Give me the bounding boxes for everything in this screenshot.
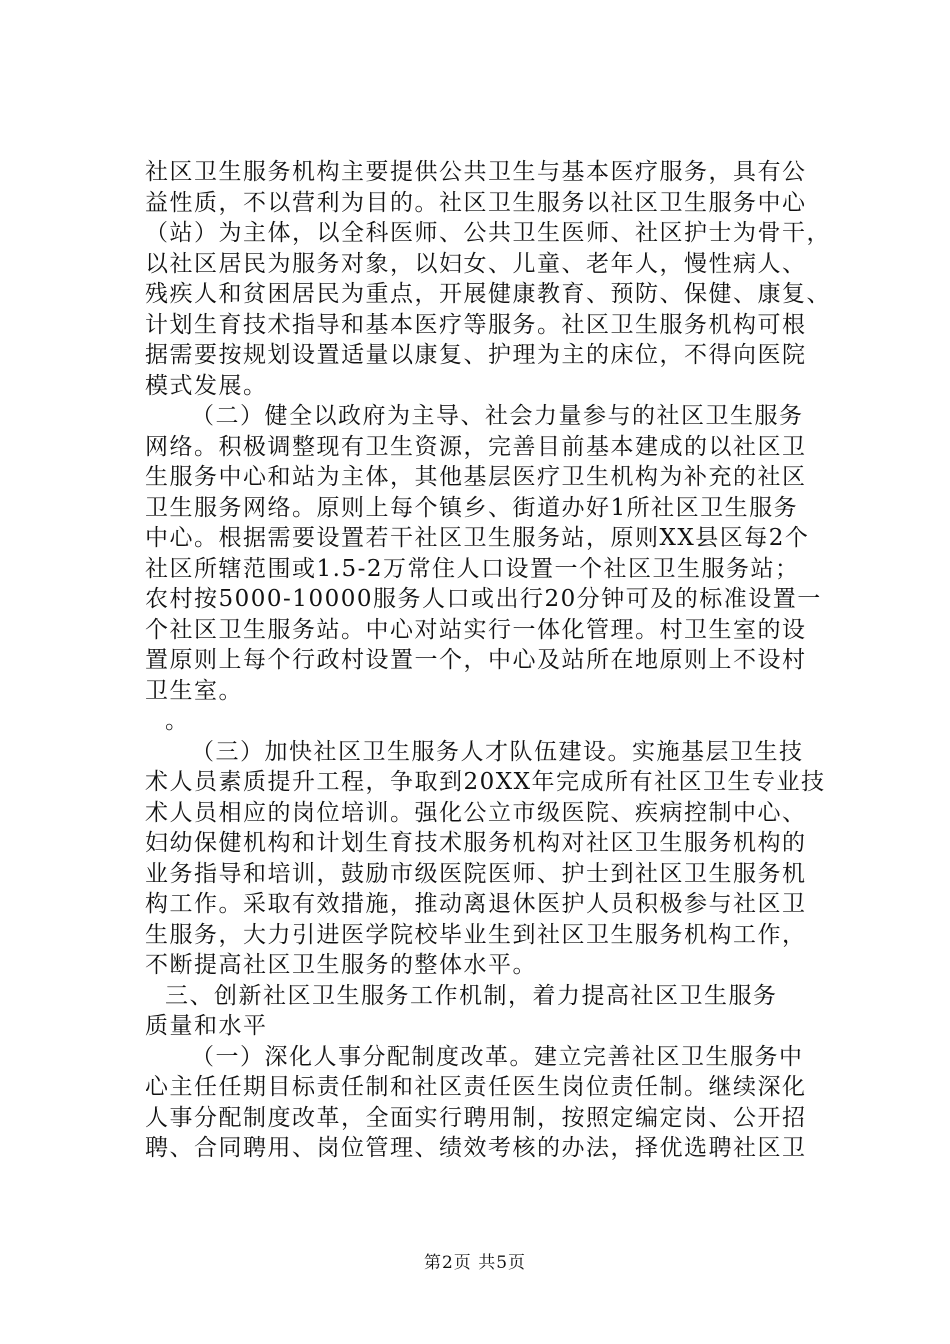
text-line: 三、创新社区卫生服务工作机制，着力提高社区卫生服务 (165, 982, 778, 1009)
text-line: 生服务，大力引进医学院校毕业生到社区卫生服务机构工作， (145, 921, 807, 948)
text-line: （站）为主体，以全科医师、公共卫生医师、社区护士为骨干， (145, 220, 831, 246)
document-body (145, 157, 845, 1164)
text-line: 计划生育技术指导和基本医疗等服务。社区卫生服务机构可根 (145, 311, 807, 338)
text-line: 术人员相应的岗位培训。强化公立市级医院、疾病控制中心、 (145, 799, 807, 826)
text-line: 社区所辖范围或1.5-2万常住人口设置一个社区卫生服务站； (145, 555, 800, 582)
text-line: 业务指导和培训，鼓励市级医院医师、护士到社区卫生服务机 (145, 860, 807, 887)
text-line: （三）加快社区卫生服务人才队伍建设。实施基层卫生技 (191, 738, 804, 765)
text-line: 不断提高社区卫生服务的整体水平。 (145, 952, 537, 978)
text-line: （一）深化人事分配制度改革。建立完善社区卫生服务中 (191, 1043, 804, 1070)
text-line: 网络。积极调整现有卫生资源，完善目前基本建成的以社区卫 (145, 433, 807, 460)
text-line: 妇幼保健机构和计划生育技术服务机构对社区卫生服务机构的 (145, 830, 807, 856)
text-line: 据需要按规划设置适量以康复、护理为主的床位，不得向医院 (145, 342, 807, 368)
text-line: 卫生室。 (145, 677, 243, 704)
text-line: 置原则上每个行政村设置一个，中心及站所在地原则上不设村 (145, 647, 807, 673)
page-number: 第2页 共5页 (423, 1253, 527, 1273)
text-line: 聘、合同聘用、岗位管理、绩效考核的办法，择优选聘社区卫 (145, 1135, 807, 1161)
text-line: 残疾人和贫困居民为重点，开展健康教育、预防、保健、康复、 (145, 281, 831, 307)
text-line: 农村按5000-10000服务人口或出行20分钟可及的标准设置一 (145, 586, 822, 612)
text-line: 心主任任期目标责任制和社区责任医生岗位责任制。继续深化 (145, 1074, 807, 1100)
text-line: 构工作。采取有效措施，推动离退休医护人员积极参与社区卫 (145, 891, 807, 917)
text-line: （二）健全以政府为主导、社会力量参与的社区卫生服务 (191, 403, 804, 429)
text-line: 卫生服务网络。原则上每个镇乡、街道办好1所社区卫生服务 (145, 494, 799, 521)
text-line: 。 (165, 708, 190, 734)
text-line: 社区卫生服务机构主要提供公共卫生与基本医疗服务，具有公 (145, 159, 807, 185)
text-line: 中心。根据需要设置若干社区卫生服务站，原则XX县区每2个 (145, 525, 810, 551)
text-line: 益性质，不以营利为目的。社区卫生服务以社区卫生服务中心 (145, 189, 807, 216)
text-line: 人事分配制度改革，全面实行聘用制，按照定编定岗、公开招 (145, 1104, 807, 1131)
text-line: 生服务中心和站为主体，其他基层医疗卫生机构为补充的社区 (145, 464, 807, 490)
text-line: 个社区卫生服务站。中心对站实行一体化管理。村卫生室的设 (145, 616, 807, 643)
text-line: 术人员素质提升工程，争取到20XX年完成所有社区卫生专业技 (145, 769, 826, 795)
text-line: 以社区居民为服务对象，以妇女、儿童、老年人，慢性病人、 (145, 250, 807, 277)
text-line: 质量和水平 (145, 1013, 268, 1039)
page-footer (0, 1248, 950, 1273)
text-line: 模式发展。 (145, 372, 268, 399)
